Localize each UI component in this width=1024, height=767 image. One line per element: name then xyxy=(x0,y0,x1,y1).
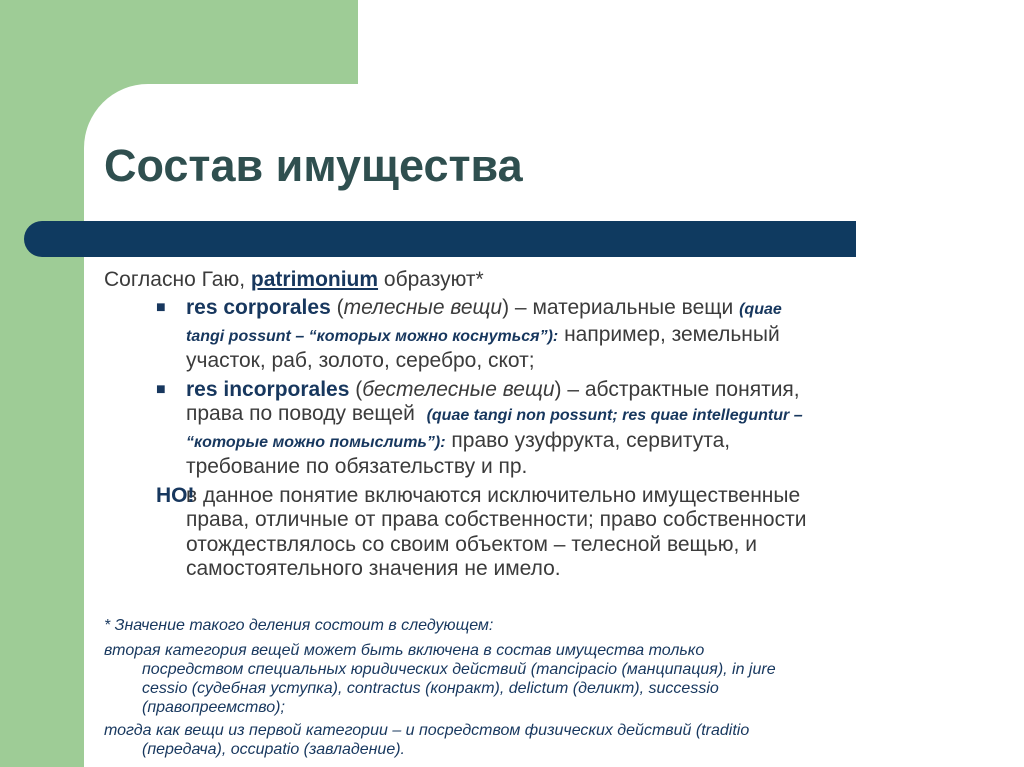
footnote-p2-l1: тогда как вещи из первой категории – и посредством физических действий (traditio xyxy=(104,722,750,739)
item-desc: – абстрактные понятия, xyxy=(561,377,800,401)
intro-term: patrimonium xyxy=(250,268,379,291)
footnote-paragraph-2 xyxy=(104,721,964,759)
item-tail2: требование по обязательству и пр. xyxy=(186,455,528,478)
list-item: ■ res incorporales (бестелесные вещи) – абстрактные понятия, права по поводу вещей (quae tangi non possunt; res quae intelleguntur – “которые можно помыслить”): право узуфрукта, сервитута, требование по обязательству и пр. xyxy=(156,377,803,478)
note-no-text4: самостоятельного значения не имело. xyxy=(186,557,561,580)
bullet-list xyxy=(104,296,1004,480)
note-no-text2: права, отличные от права собственности; право собственности xyxy=(186,508,807,531)
footnote-p2-l2: (передача), occupatio (завладение). xyxy=(142,741,405,758)
footnote-p1-l4: (правопреемство); xyxy=(142,699,285,716)
note-no xyxy=(104,484,1004,582)
item-paren: бестелесные вещи xyxy=(362,377,555,401)
item-term: res incorporales xyxy=(186,377,350,401)
footnote-paragraph-1 xyxy=(104,641,964,717)
note-no-text1: в данное понятие включаются исключительно имущественные xyxy=(186,483,801,507)
item-tail1: например, земельный xyxy=(558,322,780,346)
slide-body xyxy=(104,268,1004,582)
intro-line xyxy=(104,268,1004,292)
footnote-p1-l1: вторая категория вещей может быть включена в состав имущества только xyxy=(104,642,705,659)
bullet-square-icon: ■ xyxy=(156,380,166,398)
intro-after: образуют* xyxy=(378,268,484,291)
footnote-p1-l2: посредством специальных юридических действий (mancipacio (манципация), in jure xyxy=(142,661,776,678)
footnote-p1-l3: cessio (судебная уступка), contractus (конракт), delictum (деликт), successio xyxy=(142,680,719,697)
footnote xyxy=(104,616,964,759)
note-no-label: НО! xyxy=(156,483,195,507)
footnote-head: * Значение такого деления состоит в следующем: xyxy=(104,617,494,634)
item-latin-open: (quae xyxy=(739,301,782,318)
bullet-square-icon: ■ xyxy=(156,299,166,316)
item-latin: (quae tangi non possunt; res quae intelleguntur – xyxy=(426,407,803,424)
item-dash-quote: – “которых можно коснуться”): xyxy=(290,327,559,345)
item-paren: телесные вещи xyxy=(343,296,503,319)
item-quote: “которые можно помыслить”): xyxy=(186,433,446,451)
item-latin2: tangi possunt xyxy=(186,327,291,345)
item-tail1: право узуфрукта, сервитута, xyxy=(445,428,731,452)
note-no-text3: отождествлялось со своим объектом – телесной вещью, и xyxy=(186,532,757,556)
item-tail2: участок, раб, золото, серебро, скот; xyxy=(186,349,535,372)
intro-before: Согласно Гаю, xyxy=(104,268,251,291)
slide-title: Состав имущества xyxy=(104,140,523,191)
item-line2: права по поводу вещей xyxy=(186,402,421,425)
title-underline-bar xyxy=(24,221,856,257)
list-item: ■ res corporales (телесные вещи) – материальные вещи (quae tangi possunt – “которых можно коснуться”): например, земельный участок, раб, золото, серебро, скот; xyxy=(156,296,782,372)
item-term: res corporales xyxy=(186,296,331,319)
item-desc: – материальные вещи xyxy=(509,296,740,319)
